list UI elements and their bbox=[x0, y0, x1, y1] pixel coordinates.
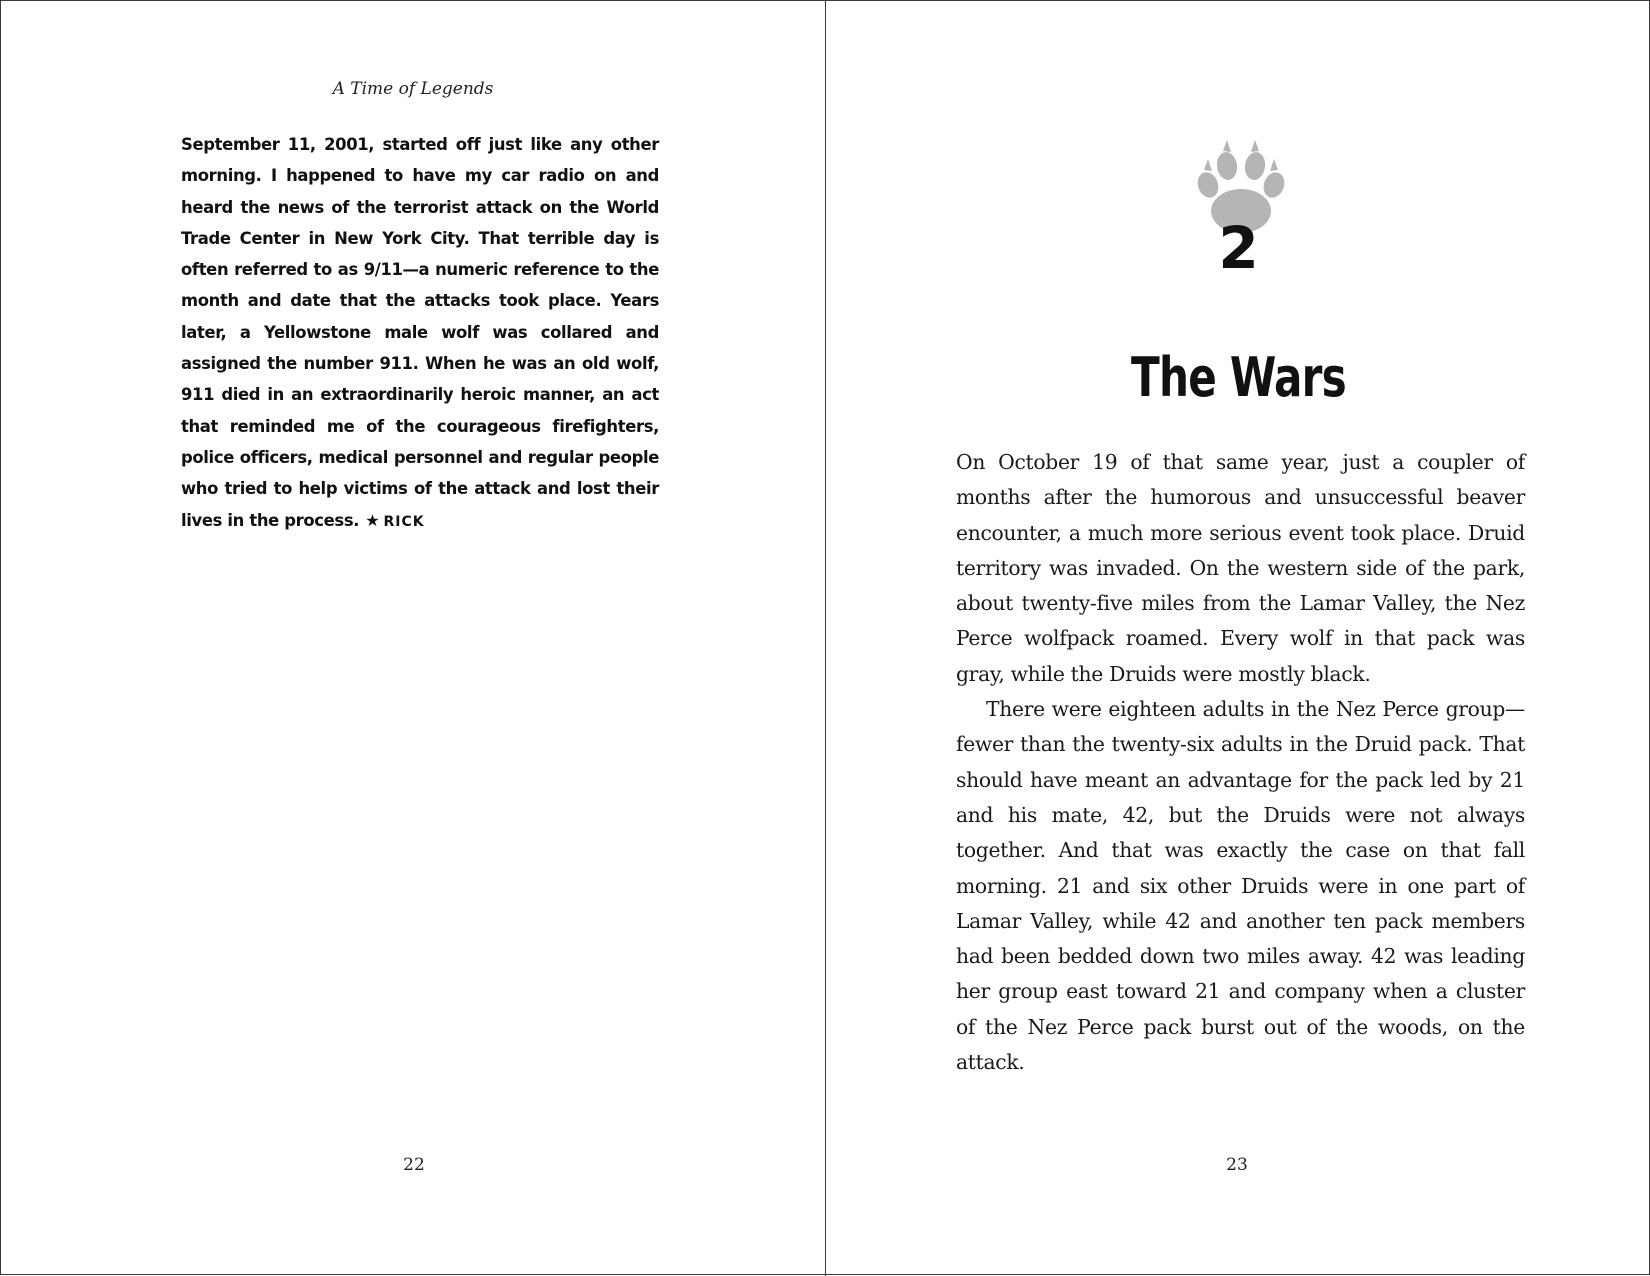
running-head: A Time of Legends bbox=[332, 79, 494, 99]
sidebar-note bbox=[181, 129, 659, 538]
paragraph: There were eighteen adults in the Nez Perce group—fewer than the twenty-six adults in the Druid pack. That should have meant an advantage for the pack led by 21 and his mate, 42, but the Druids were not always together. And that was exactly the case on that fall morning. 21 and six other Druids were in one part of Lamar Valley, while 42 and another ten pack members had been bedded down two miles away. 42 was leading her group east toward 21 and company when a cluster of the Nez Perce pack burst out of the woods, on the attack. bbox=[956, 697, 1525, 1075]
star-icon: ★ bbox=[365, 510, 380, 530]
page-number-right: 23 bbox=[1226, 1155, 1248, 1175]
author-signature: RICK bbox=[383, 513, 425, 530]
chapter-number: 2 bbox=[1218, 214, 1259, 282]
chapter-title: The Wars bbox=[1131, 346, 1346, 409]
chapter-body bbox=[956, 445, 1525, 1080]
right-page bbox=[826, 1, 1650, 1276]
paragraph: On October 19 of that same year, just a coupler of months after the humorous and unsuccessful beaver encounter, a much more serious event took place. Druid territory was invaded. On the western side of the park, about twenty-five miles from the Lamar Valley, the Nez Perce wolfpack roamed. Every wolf in that pack was gray, while the Druids were mostly black. bbox=[956, 450, 1525, 686]
page-number-left: 22 bbox=[403, 1155, 425, 1175]
sidebar-note-text: September 11, 2001, started off just like any other morning. I happened to have my car radio on and heard the news of the terrorist attack on the World Trade Center in New York City. That terrible day is often referred to as 9/11—a numeric reference to the month and date that the attacks took place. Years later, a Yellowstone male wolf was collared and assigned the number 911. When he was an old wolf, 911 died in an extraordinarily heroic manner, an act that reminded me of the courageous firefighters, police officers, medical personnel and regular people who tried to help victims of the attack and lost their lives in the process. bbox=[181, 135, 659, 530]
left-page bbox=[1, 1, 825, 1276]
